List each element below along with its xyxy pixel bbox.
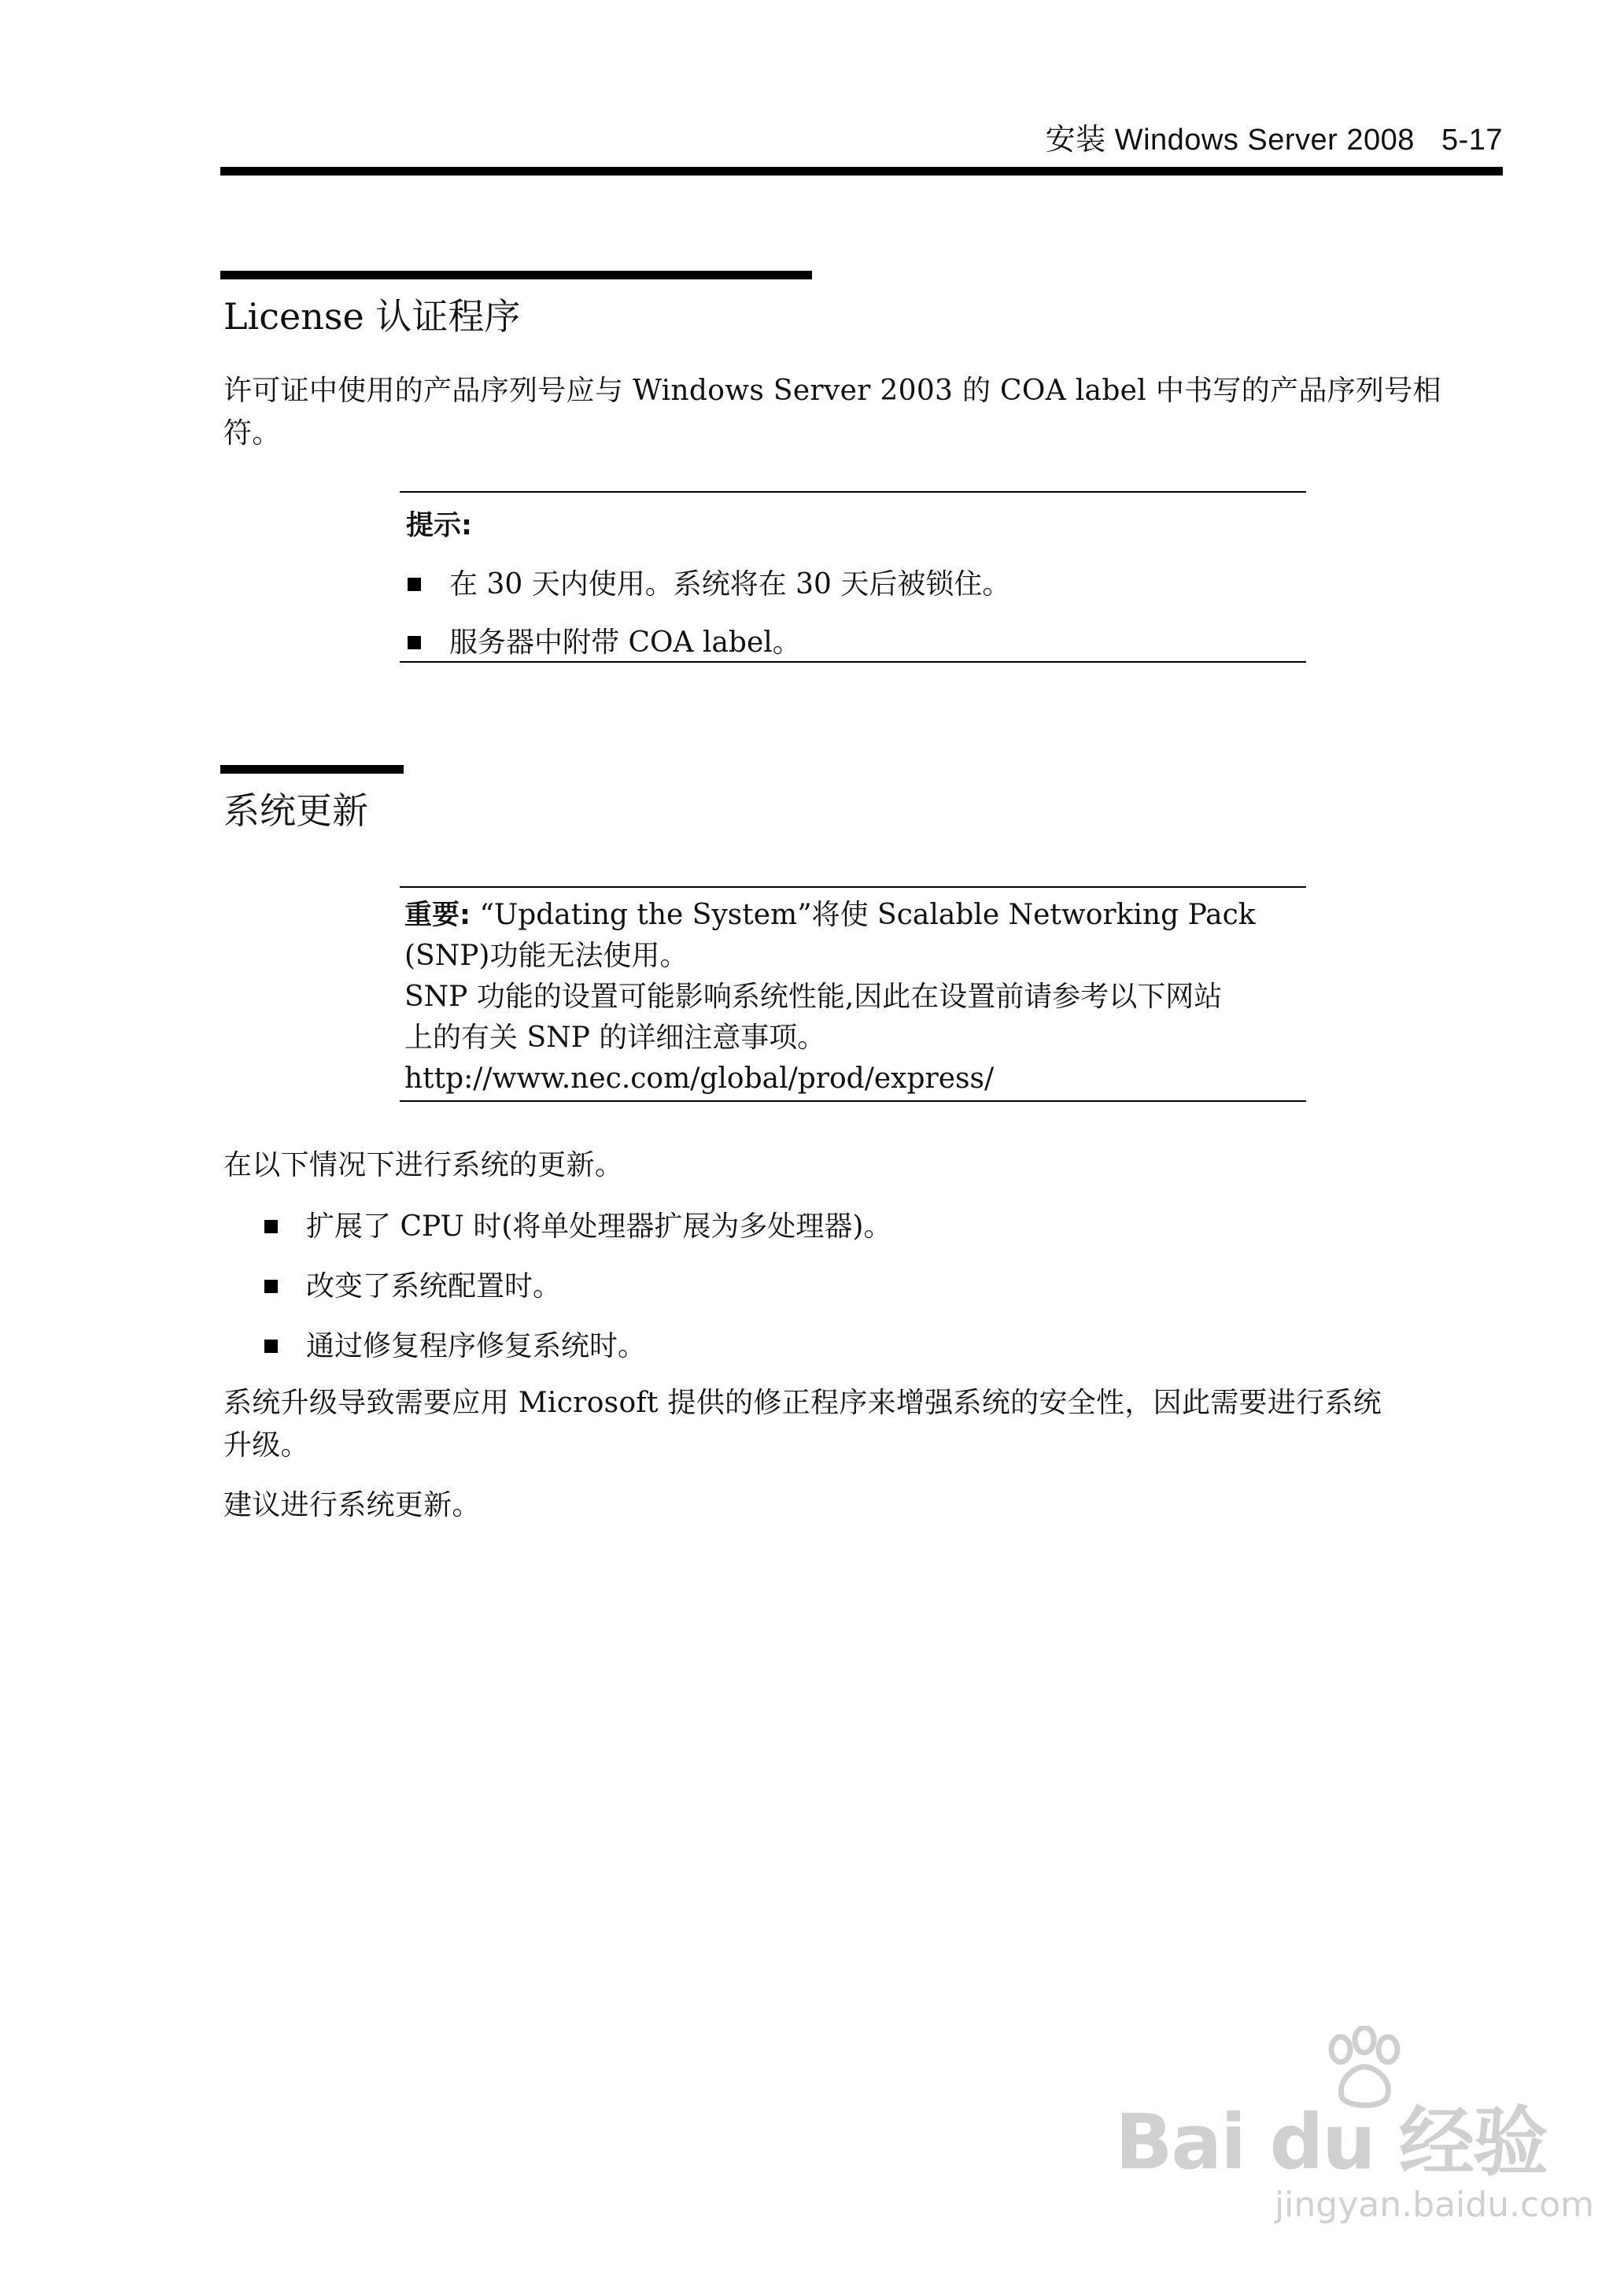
license-paragraph-line1: 许可证中使用的产品序列号应与 Windows Server 2003 的 COA label 中书写的产品序列号相 [223,375,1441,407]
tip-item [408,620,801,660]
tip-box [400,491,1306,663]
tip-item-text: 在 30 天内使用。系统将在 30 天后被锁住。 [449,568,1011,601]
bullet-square-icon [408,636,421,649]
important-line2: (SNP)功能无法使用。 [404,940,688,972]
important-line4: 上的有关 SNP 的详细注意事项。 [404,1022,826,1054]
page-number: 5-17 [1441,124,1503,157]
bullet-square-icon [264,1340,278,1353]
important-label: 重要: [404,900,471,931]
upgrade-paragraph [223,1382,1506,1467]
update-condition-item [264,1264,561,1304]
upgrade-paragraph-line1: 系统升级导致需要应用 Microsoft 提供的修正程序来增强系统的安全性，因此需要进行系统 [223,1387,1382,1419]
license-section-title: License 认证程序 [223,295,521,338]
bullet-square-icon [264,1220,278,1233]
update-section-bar [220,765,404,774]
baidu-watermark [1115,2082,1594,2240]
update-condition-item [264,1204,891,1244]
running-header-title: 安装 Windows Server 2008 [1045,124,1415,157]
bullet-square-icon [408,578,421,591]
important-url: http://www.nec.com/global/prod/express/ [404,1062,995,1095]
important-line1-text: “Updating the System”将使 Scalable Networking Pack [479,899,1256,931]
update-condition-text: 改变了系统配置时。 [306,1270,562,1303]
tip-item-text: 服务器中附带 COA label。 [449,626,801,659]
header-rule [220,167,1503,176]
license-paragraph-line2: 符。 [223,417,281,449]
tip-item [408,562,1010,602]
tip-label: 提示: [406,510,472,541]
watermark-url: jingyan.baidu.com [1274,2185,1594,2225]
update-condition-text: 扩展了 CPU 时(将单处理器扩展为多处理器)。 [306,1210,892,1243]
upgrade-paragraph-line2: 升级。 [223,1429,309,1462]
license-section-bar [220,271,812,279]
update-intro: 在以下情况下进行系统的更新。 [223,1149,624,1181]
watermark-brand: Bai du 经验 [1115,2098,1547,2186]
update-section-title: 系统更新 [223,789,368,832]
update-condition-item [264,1324,646,1364]
update-condition-text: 通过修复程序修复系统时。 [306,1330,647,1362]
recommend-paragraph: 建议进行系统更新。 [223,1489,481,1521]
important-line1 [404,894,1256,937]
important-box [400,886,1306,1102]
license-paragraph [223,370,1506,455]
running-header [1046,115,1503,158]
bullet-square-icon [264,1280,278,1293]
important-line3: SNP 功能的设置可能影响系统性能,因此在设置前请参考以下网站 [404,981,1223,1013]
